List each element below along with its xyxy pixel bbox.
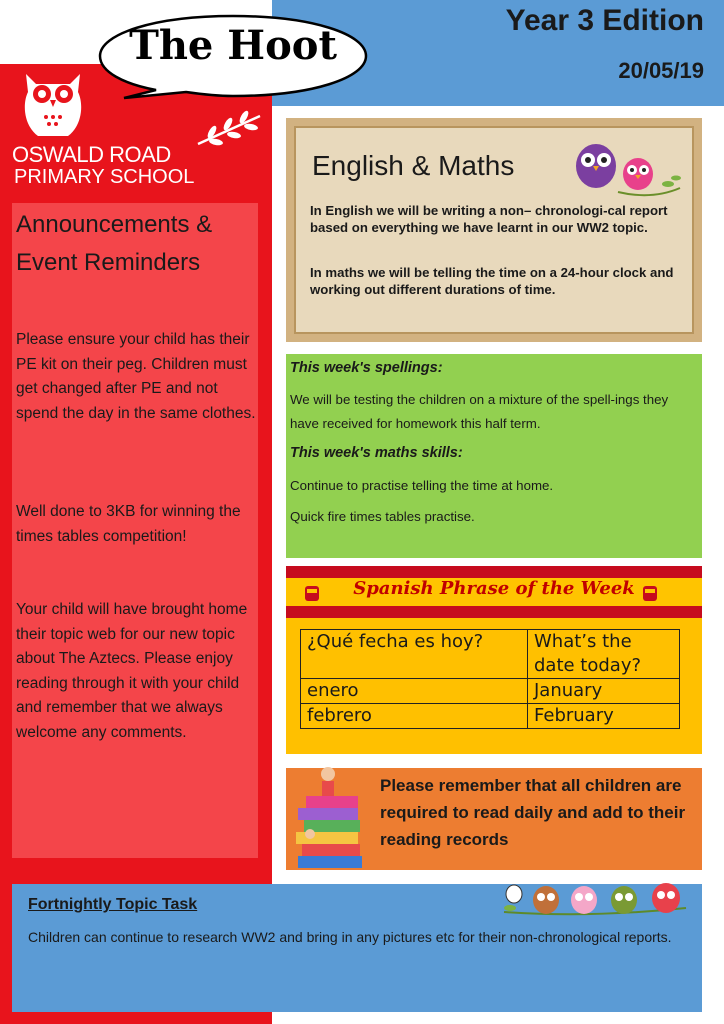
maths-skill-item: Continue to practise telling the time at home. [290, 478, 554, 493]
topic-task-text: Children can continue to research WW2 and bring in any pictures etc for their non-chronological reports. [28, 929, 672, 945]
spellings-heading: This week's spellings: [290, 360, 443, 376]
spellings-text: We will be testing the children on a mixture of the spell-ings they have received for homework this half term. [290, 392, 669, 431]
spanish-phrase-cell: enero [301, 679, 528, 704]
table-row [301, 704, 680, 729]
school-name-line2: PRIMARY SCHOOL [14, 166, 195, 188]
owl-logo-icon [18, 62, 88, 142]
maths-skill-item: Quick fire times tables practise. [290, 509, 475, 524]
maths-skills-heading: This week's maths skills: [290, 445, 463, 461]
school-name-line1: OSWALD ROAD [12, 142, 171, 167]
announcement-topic-web: Your child will have brought home their topic web for our new topic about The Aztecs. Please enjoy reading through it with your child and remember that we always welcome any comments. [16, 601, 248, 741]
books-stack-icon [292, 760, 372, 872]
english-paragraph: In English we will be writing a non– chronologi-cal report based on everything we have learnt in our WW2 topic. [310, 203, 668, 235]
spanish-phrase-cell: febrero [301, 704, 528, 729]
owls-branch-icon [500, 882, 690, 922]
issue-date: 20/05/19 [618, 58, 704, 83]
announcement-times-tables: Well done to 3KB for winning the times tables competition! [16, 503, 241, 545]
english-phrase-cell: January [528, 679, 680, 704]
spanish-title: Spanish Phrase of the Week [353, 578, 635, 599]
edition-label: Year 3 Edition [505, 4, 704, 37]
table-row [301, 679, 680, 704]
phrase-table [300, 629, 680, 729]
reading-reminder: Please remember that all children are required to read daily and add to their reading records [380, 776, 686, 849]
maths-paragraph: In maths we will be telling the time on a 24-hour clock and working out different durations of time. [310, 265, 674, 297]
english-phrase-cell: February [528, 704, 680, 729]
owls-icon [572, 134, 684, 206]
branch-logo-icon [196, 110, 262, 148]
announcements-title: Announcements & Event Reminders [16, 211, 213, 276]
announcement-pe-kit: Please ensure your child has their PE kit on their peg. Children must get changed after PE and not spend the day in the same clothes. [16, 331, 256, 422]
table-row [301, 630, 680, 679]
newsletter-title: The Hoot [129, 22, 337, 69]
spanish-phrase-cell: ¿Qué fecha es hoy? [301, 630, 528, 679]
english-phrase-cell: What’s the date today? [528, 630, 680, 679]
topic-task-title: Fortnightly Topic Task [28, 896, 198, 913]
english-maths-title: English & Maths [312, 150, 515, 181]
